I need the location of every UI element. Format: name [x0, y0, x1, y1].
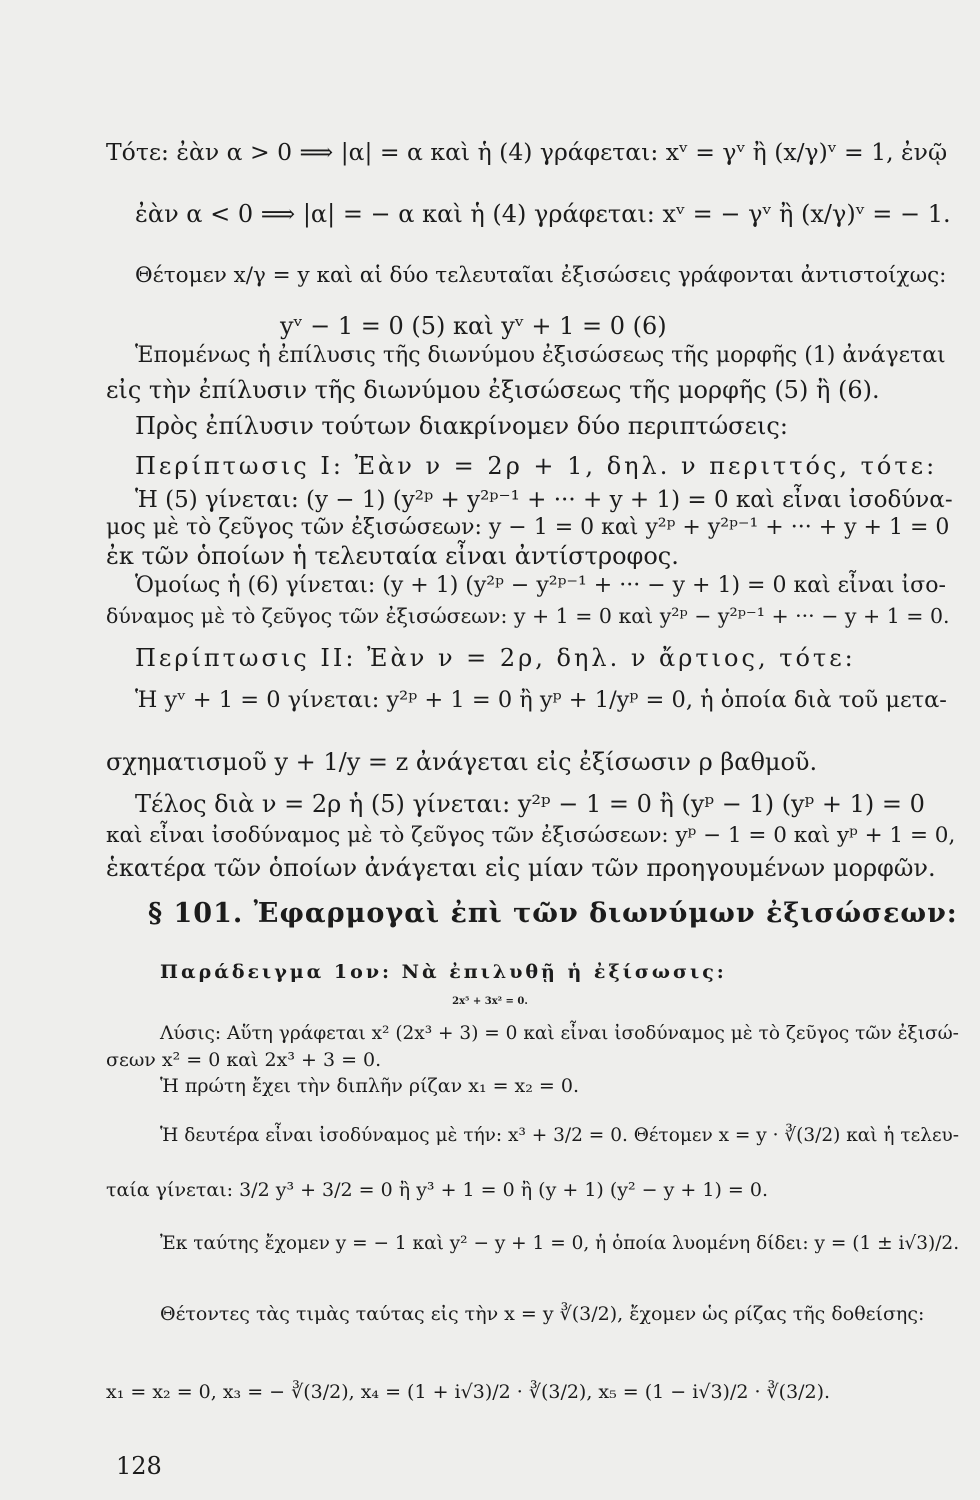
text-line-11: ἐκ τῶν ὁποίων ἡ τελευταία εἶναι ἀντίστροφος. [106, 542, 679, 570]
text-line-10: μος μὲ τὸ ζεῦγος τῶν ἐξισώσεων: y − 1 = 0 καὶ y²ᵖ + y²ᵖ⁻¹ + ··· + y + 1 = 0 [106, 515, 950, 540]
solution-line-7: Θέτοντες τὰς τιμὰς ταύτας εἰς τὴν x = y ∛(3/2), ἔχομεν ὡς ρίζας τῆς δοθείσης: [160, 1303, 925, 1325]
solution-line-5: ταία γίνεται: 3/2 y³ + 3/2 = 0 ἢ y³ + 1 = 0 ἢ (y + 1) (y² − y + 1) = 0. [106, 1179, 768, 1201]
solution-line-2: σεων x² = 0 καὶ 2x³ + 3 = 0. [106, 1049, 382, 1071]
roots-line: x₁ = x₂ = 0, x₃ = − ∛(3/2), x₄ = (1 + i√3)/2 · ∛(3/2), x₅ = (1 − i√3)/2 · ∛(3/2). [106, 1381, 831, 1403]
case-2-heading: Περίπτωσις II: Ἐὰν ν = 2ρ, δηλ. ν ἄρτιος, τότε: [135, 644, 856, 672]
text-line-15: Ἡ yᵛ + 1 = 0 γίνεται: y²ᵖ + 1 = 0 ἢ yᵖ + 1/yᵖ = 0, ἡ ὁποία διὰ τοῦ μετα- [135, 687, 947, 713]
text-line-6: εἰς τὴν ἐπίλυσιν τῆς διωνύμου ἐξισώσεως τῆς μορφῆς (5) ἢ (6). [106, 376, 880, 404]
case-1-heading: Περίπτωσις I: Ἐὰν ν = 2ρ + 1, δηλ. ν περιττός, τότε: [135, 452, 938, 480]
text-line-9: Ἡ (5) γίνεται: (y − 1) (y²ᵖ + y²ᵖ⁻¹ + ··· + y + 1) = 0 καὶ εἶναι ἰσοδύνα- [135, 487, 953, 513]
solution-line-3: Ἡ πρώτη ἔχει τὴν διπλῆν ρίζαν x₁ = x₂ = 0. [160, 1075, 580, 1097]
text-line-1: Τότε: ἐὰν α > 0 ⟹ |α| = α καὶ ἡ (4) γράφεται: xᵛ = γᵛ ἢ (x/γ)ᵛ = 1, ἐνῷ [106, 138, 948, 166]
text-line-18: καὶ εἶναι ἰσοδύναμος μὲ τὸ ζεῦγος τῶν ἐξισώσεων: yᵖ − 1 = 0 καὶ yᵖ + 1 = 0, [106, 823, 956, 848]
example-1-heading: Παράδειγμα 1ον: Νὰ ἐπιλυθῇ ἡ ἐξίσωσις: [160, 961, 727, 983]
section-101-heading: § 101. Ἐφαρμογαὶ ἐπὶ τῶν διωνύμων ἐξισώσεων: [148, 898, 958, 929]
solution-line-4: Ἡ δευτέρα εἶναι ἰσοδύναμος μὲ τήν: x³ + 3/2 = 0. Θέτομεν x = y · ∛(3/2) καὶ ἡ τελευ- [160, 1125, 960, 1146]
solution-line-1: Λύσις: Αὕτη γράφεται x² (2x³ + 3) = 0 καὶ εἶναι ἰσοδύναμος μὲ τὸ ζεῦγος τῶν ἐξισώ- [160, 1023, 959, 1044]
text-line-3: Θέτομεν x/γ = y καὶ αἱ δύο τελευταῖαι ἐξισώσεις γράφονται ἀντιστοίχως: [135, 263, 947, 288]
example-equation: 2x⁵ + 3x² = 0. [452, 996, 528, 1007]
text-line-13: δύναμος μὲ τὸ ζεῦγος τῶν ἐξισώσεων: y + 1 = 0 καὶ y²ᵖ − y²ᵖ⁻¹ + ··· − y + 1 = 0. [106, 604, 950, 628]
solution-line-6: Ἐκ ταύτης ἔχομεν y = − 1 καὶ y² − y + 1 = 0, ἡ ὁποία λυομένη δίδει: y = (1 ± i√3)/2. [160, 1233, 960, 1254]
text-line-12: Ὁμοίως ἡ (6) γίνεται: (y + 1) (y²ᵖ − y²ᵖ⁻¹ + ··· − y + 1) = 0 καὶ εἶναι ἰσο- [135, 573, 946, 598]
text-line-16: σχηματισμοῦ y + 1/y = z ἀνάγεται εἰς ἐξίσωσιν ρ βαθμοῦ. [106, 748, 818, 776]
text-line-17: Τέλος διὰ ν = 2ρ ἡ (5) γίνεται: y²ᵖ − 1 = 0 ἢ (yᵖ − 1) (yᵖ + 1) = 0 [135, 790, 925, 818]
page-number: 128 [116, 1452, 162, 1480]
text-line-2: ἐὰν α < 0 ⟹ |α| = − α καὶ ἡ (4) γράφεται: xᵛ = − γᵛ ἢ (x/γ)ᵛ = − 1. [135, 200, 951, 228]
text-line-7: Πρὸς ἐπίλυσιν τούτων διακρίνομεν δύο περιπτώσεις: [135, 412, 788, 440]
equations-5-6: yᵛ − 1 = 0 (5) καὶ yᵛ + 1 = 0 (6) [280, 312, 667, 340]
text-line-5: Ἑπομένως ἡ ἐπίλυσις τῆς διωνύμου ἐξισώσεως τῆς μορφῆς (1) ἀνάγεται [135, 343, 946, 368]
text-line-19: ἑκατέρα τῶν ὁποίων ἀνάγεται εἰς μίαν τῶν προηγουμένων μορφῶν. [106, 854, 936, 882]
